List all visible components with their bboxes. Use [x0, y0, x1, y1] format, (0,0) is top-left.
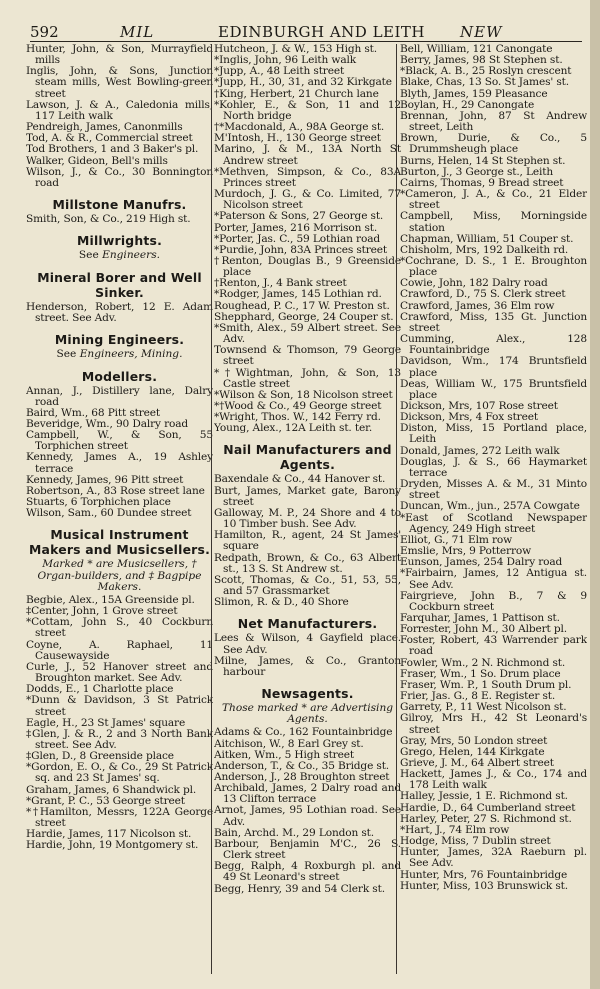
directory-entry: Gilroy, Mrs H., 42 St Leonard's street	[400, 712, 587, 736]
directory-entry: Walker, Gideon, Bell's mills	[26, 154, 168, 167]
directory-entry: Hackett, James J., & Co., 174 and 178 Leith walk	[400, 768, 587, 792]
directory-entry: Cumming, Alex., 128 Fountainbridge	[400, 333, 587, 357]
directory-entry: Blyth, James, 159 Pleasance	[400, 87, 548, 100]
header-right-catchword: NEW	[460, 23, 503, 41]
directory-entry: Brown, Durie, & Co., 5 Drummsheugh place	[400, 132, 587, 156]
directory-entry: Inglis, John, & Sons, Junction steam mills, West Bowling-green street	[26, 65, 213, 100]
directory-entry: Lees & Wilson, 4 Gayfield place. See Adv.	[214, 632, 401, 656]
directory-entry: Eagle, H., 23 St James' square	[26, 716, 186, 729]
directory-entry: M'Intosh, H., 130 George street	[214, 132, 381, 145]
directory-entry: *Cottam, John S., 40 Cockburn street	[26, 616, 213, 640]
directory-entry: Anderson, J., 28 Broughton street	[214, 771, 390, 783]
directory-entry: *Grant, P. C., 53 George street	[26, 794, 185, 807]
column-2	[214, 44, 401, 972]
directory-entry: Burns, Helen, 14 St Stephen st.	[400, 154, 566, 167]
directory-entry: *Jupp, H., 30, 31, and 32 Kirkgate	[214, 76, 392, 89]
page-number: 592	[30, 23, 59, 41]
directory-entry: Blake, Chas, 13 So. St James' st.	[400, 76, 569, 89]
directory-entry: *East of Scotland Newspaper Agency, 249 High street	[400, 511, 587, 535]
directory-entry: Deas, William W., 175 Bruntsfield place	[400, 377, 587, 401]
directory-entry: Graham, James, 6 Shandwick pl.	[26, 783, 197, 796]
directory-entry: Grego, Helen, 144 Kirkgate	[400, 745, 545, 758]
directory-entry: *Rodger, James, 145 Lothian rd.	[214, 288, 382, 301]
directory-entry: Dryden, Misses A. & M., 31 Minto street	[400, 478, 587, 502]
directory-entry: Burton, J., 3 George st., Leith	[400, 165, 554, 178]
directory-entry: Henderson, Robert, 12 E. Adam street. See Adv.	[26, 300, 213, 324]
directory-entry: Annan, J., Distillery lane, Dalry road	[26, 384, 213, 408]
directory-entry: Redpath, Brown, & Co., 63 Albert st., 13 S. St Andrew st.	[214, 551, 401, 575]
directory-entry: Aitchison, W., 8 Earl Grey st.	[214, 737, 364, 750]
directory-entry: Campbell, Miss, Morningside station	[400, 210, 587, 234]
directory-entry: Emslie, Mrs, 9 Potterrow	[400, 545, 532, 558]
directory-entry: Tod, A. & R., Commercial street	[26, 132, 193, 145]
directory-entry: Scott, Thomas, & Co., 51, 53, 55, and 57 Grassmarket	[214, 573, 401, 598]
page-header	[30, 22, 582, 42]
directory-entry: Burt, James, Market gate, Barony street	[214, 484, 401, 508]
directory-entry: Curle, J., 52 Hanover street and Broughton market. See Adv.	[26, 660, 213, 685]
directory-entry: Baird, Wm., 68 Pitt street	[26, 406, 161, 419]
directory-entry: *Smith, Alex., 59 Albert street. See Adv.	[214, 321, 401, 346]
directory-entry: *Methven, Simpson, & Co., 83A Princes street	[214, 165, 401, 189]
directory-entry: Murdoch, J. G., & Co. Limited, 77 Nicolson street	[214, 188, 401, 212]
section-heading: Millwrights.	[77, 233, 162, 249]
directory-entry: Lawson, J. & A., Caledonia mills, 117 Leith walk	[26, 98, 213, 122]
directory-entry: Elliot, G., 71 Elm row	[400, 533, 513, 546]
directory-entry: Beveridge, Wm., 90 Dalry road	[26, 417, 189, 430]
directory-entry: Dodds, E., 1 Charlotte place	[26, 683, 174, 696]
directory-entry: Diston, Miss, 15 Portland place, Leith	[400, 422, 587, 446]
cross-reference-target: Engineers.	[102, 249, 161, 262]
directory-entry: Brennan, John, 87 St Andrew street, Leith	[400, 109, 587, 134]
directory-entry: Coyne, A. Raphael, 11 Causewayside	[26, 638, 213, 662]
column-divider	[211, 44, 212, 974]
directory-entry: Galloway, M. P., 24 Shore and 4 to 10 Timber bush. See Adv.	[214, 506, 401, 531]
section-note: Those marked * are Advertising Agents.	[221, 701, 394, 726]
directory-entry: Crawford, D., 75 S. Clerk street	[400, 288, 566, 301]
directory-entry: Shepphard, George, 24 Couper st.	[214, 310, 394, 323]
directory-entry: *Wilson & Son, 18 Nicolson street	[214, 388, 393, 401]
directory-entry: Young, Alex., 12A Leith st. ter.	[214, 422, 373, 435]
cross-reference-prefix: See	[78, 249, 103, 262]
directory-entry: Eunson, James, 254 Dalry road	[400, 556, 563, 569]
directory-entry: Fairgrieve, John B., 7 & 9 Cockburn street	[400, 589, 587, 613]
directory-entry: †*Macdonald, A., 98A George st.	[214, 121, 385, 134]
directory-entry: Davidson, Wm., 174 Bruntsfield place	[400, 355, 587, 379]
directory-entry: Begg, Ralph, 4 Roxburgh pl. and 49 St Leonard's street	[214, 860, 401, 884]
section-heading: Modellers.	[81, 368, 158, 384]
directory-entry: ‡Center, John, 1 Grove street	[26, 605, 178, 618]
directory-entry: Marino, J. & M., 13A North St Andrew street	[214, 143, 401, 167]
directory-entry: Arnot, James, 95 Lothian road. See Adv.	[214, 804, 401, 828]
directory-entry: †Renton, Douglas B., 9 Greenside place	[214, 254, 401, 279]
header-rule	[30, 41, 582, 42]
directory-entry: Harley, Peter, 27 S. Richmond st.	[400, 812, 572, 825]
directory-entry: Bain, Archd. M., 29 London st.	[214, 826, 374, 839]
directory-entry: Campbell, W., & Son, 55 Torphichen street	[26, 429, 213, 453]
directory-entry: Aitken, Wm., 5 High street	[214, 748, 354, 761]
directory-entry: Dickson, Mrs, 4 Fox street	[400, 411, 538, 424]
directory-entry: Fraser, Wm. P., 1 South Drum pl.	[400, 678, 572, 691]
directory-entry: Milne, James, & Co., Granton harbour	[214, 654, 401, 678]
page-binding-edge	[590, 0, 600, 989]
directory-entry: *Fairbairn, James, 12 Antigua st. See Adv.	[400, 567, 587, 591]
directory-entry: Adams & Co., 162 Fountainbridge	[214, 726, 393, 739]
section-heading: Musical Instrument Makers and Musicsellers.	[29, 527, 210, 558]
directory-entry: Archibald, James, 2 Dalry road and 13 Clifton terrace	[214, 782, 401, 806]
section-heading: Mineral Borer and Well Sinker.	[37, 269, 202, 300]
running-title: EDINBURGH AND LEITH	[218, 23, 425, 41]
directory-entry: Wilson, Sam., 60 Dundee street	[26, 507, 192, 520]
directory-entry: Hardie, John, 19 Montgomery st.	[26, 839, 199, 852]
section-heading: Newsagents.	[261, 685, 354, 701]
directory-entry: Crawford, James, 36 Elm row	[400, 299, 555, 312]
directory-entry: Hutcheon, J. & W., 153 High st.	[214, 44, 377, 55]
cross-reference-prefix: See	[56, 348, 80, 360]
directory-entry: *Black, A. B., 25 Roslyn crescent	[400, 65, 572, 78]
directory-entry: Stuarts, 6 Torphichen place	[26, 496, 171, 509]
directory-entry: Berry, James, 98 St Stephen st.	[400, 54, 563, 67]
directory-entry: ‡Glen, D., 8 Greenside place	[26, 750, 174, 763]
directory-entry: *Cameron, J. A., & Co., 21 Elder street	[400, 188, 587, 212]
section-heading: Mining Engineers.	[54, 332, 185, 347]
directory-entry: *†Wood & Co., 49 George street	[214, 400, 382, 412]
directory-entry: Foster, Robert, 43 Warrender park road	[400, 634, 587, 658]
directory-entry: *Cochrane, D. S., 1 E. Broughton place	[400, 254, 587, 279]
directory-entry: Boylan, H., 29 Canongate	[400, 98, 535, 111]
directory-entry: Chapman, William, 51 Couper st.	[400, 232, 574, 245]
directory-entry: Grieve, J. M., 64 Albert street	[400, 757, 554, 769]
directory-entry: Forrester, John M., 30 Albert pl.	[400, 623, 567, 636]
directory-entry: *Inglis, John, 96 Leith walk	[214, 54, 357, 67]
directory-entry: Hardie, James, 117 Nicolson st.	[26, 828, 192, 841]
directory-entry: Hardie, D., 64 Cumberland street	[400, 801, 576, 814]
directory-entry: Hunter, James, 32A Raeburn pl. See Adv.	[400, 846, 587, 870]
directory-entry: Dickson, Mrs, 107 Rose street	[400, 400, 558, 412]
directory-entry: Farquhar, James, 1 Pattison st.	[400, 611, 560, 624]
directory-entry: Halley, Jessie, 1 E. Richmond st.	[400, 790, 568, 803]
directory-entry: Hunter, John, & Son, Murrayfield mills	[26, 44, 213, 67]
directory-entry: Kennedy, James, 96 Pitt street	[26, 473, 184, 486]
section-heading: Millstone Manufrs.	[52, 197, 187, 213]
column-divider	[396, 44, 397, 974]
directory-entry: Slimon, R. & D., 40 Shore	[214, 596, 349, 609]
directory-entry: Hunter, Mrs, 76 Fountainbridge	[400, 868, 568, 881]
directory-entry: *Purdie, John, 83A Princes street	[214, 243, 388, 256]
directory-entry: *†Hamilton, Messrs, 122A George street	[26, 805, 213, 830]
directory-entry: Cairns, Thomas, 9 Bread street	[400, 176, 564, 189]
directory-entry: Wilson, J., & Co., 30 Bonnington road	[26, 165, 213, 189]
directory-entry: *Gordon, E. O., & Co., 29 St Patrick sq. and 23 St James' sq.	[26, 761, 213, 785]
directory-entry: *Kohler, E., & Son, 11 and 12 North bridge	[214, 98, 401, 122]
directory-entry: Baxendale & Co., 44 Hanover st.	[214, 473, 386, 486]
directory-entry: Fowler, Wm., 2 N. Richmond st.	[400, 656, 566, 669]
directory-entry: Donald, James, 272 Leith walk	[400, 444, 560, 457]
directory-entry: *Porter, Jas. C., 59 Lothian road	[214, 232, 380, 245]
directory-entry: Cowie, John, 182 Dalry road	[400, 277, 548, 290]
directory-entry: Hunter, Miss, 103 Brunswick st.	[400, 879, 568, 892]
directory-entry: †Renton, J., 4 Bank street	[214, 277, 347, 290]
header-left-catchword: MIL	[120, 23, 155, 41]
directory-entry: Pendreigh, James, Canonmills	[26, 121, 183, 134]
directory-entry: Duncan, Wm., jun., 257A Cowgate	[400, 500, 580, 513]
directory-entry: Bell, William, 121 Canongate	[400, 44, 553, 55]
directory-entry: Douglas, J. & S., 66 Haymarket terrace	[400, 455, 587, 479]
directory-entry: Garrety, P., 11 West Nicolson st.	[400, 701, 567, 714]
section-heading: Nail Manufacturers and Agents.	[223, 442, 392, 473]
directory-entry: Begg, Henry, 39 and 54 Clerk st.	[214, 882, 385, 895]
cross-reference	[26, 250, 213, 262]
cross-reference	[26, 349, 213, 361]
directory-entry: Frier, Jas. G., 8 E. Register st.	[400, 690, 556, 703]
directory-entry: Townsend & Thomson, 79 George street	[214, 344, 401, 368]
section-heading: Net Manufacturers.	[237, 616, 378, 632]
directory-entry: Roughead, P. C., 17 W. Preston st.	[214, 299, 390, 312]
directory-entry: Robertson, A., 83 Rose street lane	[26, 484, 205, 497]
section-note: Marked * are Musicsellers, † Organ-builders, and ‡ Bagpipe Makers.	[37, 558, 202, 593]
directory-entry: Gray, Mrs, 50 London street	[400, 734, 548, 747]
directory-entry: *Dunn & Davidson, 3 St Patrick street	[26, 694, 213, 718]
directory-entry: *Jupp, A., 48 Leith street	[214, 65, 345, 78]
directory-entry: *†Wightman, John, & Son, 13 Castle street	[214, 366, 401, 390]
directory-entry: Hodge, Miss, 7 Dublin street	[400, 835, 551, 848]
column-3	[400, 44, 587, 972]
directory-entry: *Paterson & Sons, 27 George st.	[214, 210, 384, 223]
directory-entry: Porter, James, 216 Morrison st.	[214, 221, 378, 234]
cross-reference-target: Engineers, Mining.	[79, 348, 183, 360]
directory-entry: Crawford, Miss, 135 Gt. Junction street	[400, 310, 587, 334]
directory-entry: *Hart, J., 74 Elm row	[400, 823, 510, 836]
directory-entry: Hamilton, R., agent, 24 St James' square	[214, 529, 401, 553]
column-1	[26, 44, 213, 972]
directory-entry: Chisholm, Mrs, 192 Dalkeith rd.	[400, 243, 569, 256]
directory-entry: Smith, Son, & Co., 219 High st.	[26, 213, 191, 226]
directory-entry: Tod Brothers, 1 and 3 Baker's pl.	[26, 143, 199, 156]
directory-entry: †King, Herbert, 21 Church lane	[214, 87, 379, 100]
directory-entry: ‡Glen, J. & R., 2 and 3 North Bank street. See Adv.	[26, 727, 213, 752]
directory-entry: Anderson, T., & Co., 35 Bridge st.	[214, 759, 390, 772]
directory-entry: *Wright, Thos. W., 142 Ferry rd.	[214, 411, 381, 424]
directory-entry: Barbour, Benjamin M'C., 26 S. Clerk street	[214, 837, 401, 862]
directory-entry: Kennedy, James A., 19 Ashley terrace	[26, 451, 213, 475]
directory-entry: Fraser, Wm., 1 So. Drum place	[400, 667, 561, 680]
directory-entry: Begbie, Alex., 15A Greenside pl.	[26, 593, 195, 606]
